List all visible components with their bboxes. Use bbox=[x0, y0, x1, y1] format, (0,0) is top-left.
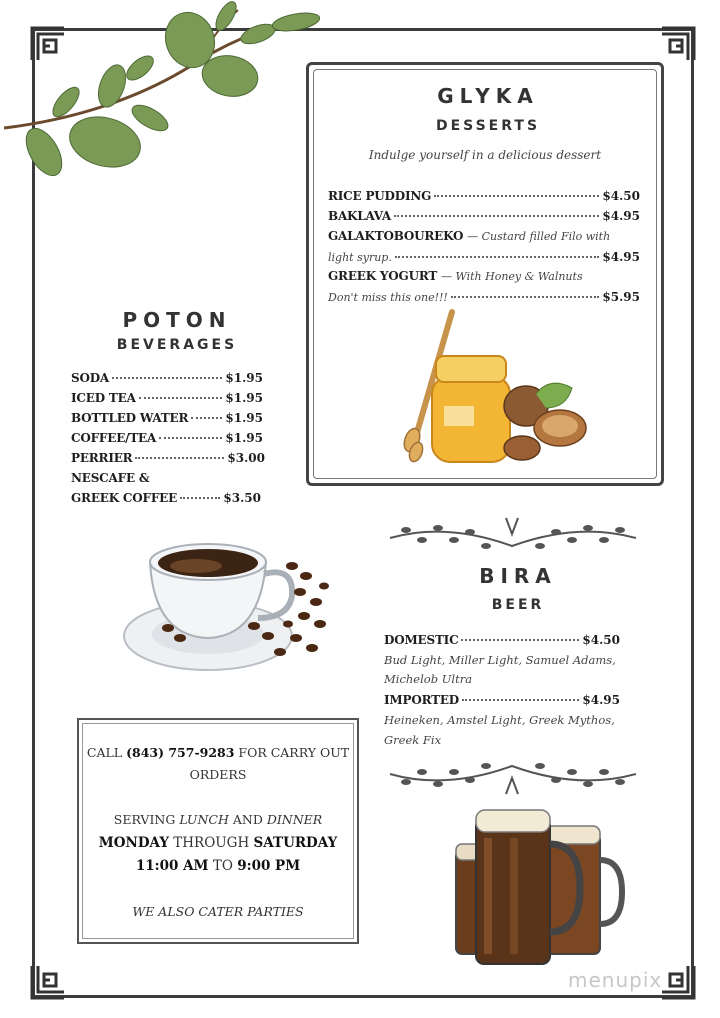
dessert-item bbox=[328, 189, 640, 203]
beer-description: Michelob Ultra bbox=[384, 672, 473, 686]
beverage-item bbox=[71, 371, 263, 385]
dessert-item-cont bbox=[328, 250, 640, 264]
corner-ornament-bottom-right bbox=[660, 964, 696, 1000]
dessert-name: GREEK YOGURT bbox=[328, 269, 438, 283]
dessert-item-cont bbox=[328, 290, 640, 304]
beverage-item bbox=[71, 411, 263, 425]
beverage-price: $1.95 bbox=[225, 371, 263, 385]
dessert-price: $5.95 bbox=[602, 290, 640, 304]
dessert-name: BAKLAVA bbox=[328, 209, 392, 223]
dessert-item bbox=[328, 229, 640, 243]
dessert-description: Don't miss this one!!! bbox=[328, 291, 448, 304]
coffee-cup-illustration bbox=[120, 526, 336, 676]
beverage-name: PERRIER bbox=[71, 451, 133, 465]
beverage-item bbox=[71, 431, 263, 445]
desserts-title: GLYKA bbox=[437, 84, 539, 108]
dessert-name: RICE PUDDING bbox=[328, 189, 432, 203]
desserts-intro: Indulge yourself in a delicious dessert bbox=[368, 148, 602, 162]
beverage-item bbox=[71, 491, 261, 505]
beverage-item bbox=[71, 471, 263, 485]
beverage-item bbox=[71, 391, 263, 405]
beer-description: Bud Light, Miller Light, Samuel Adams, bbox=[384, 653, 616, 667]
corner-ornament-bottom-left bbox=[30, 964, 66, 1000]
beverage-name: BOTTLED WATER bbox=[71, 411, 189, 425]
honey-jar-illustration bbox=[396, 306, 596, 476]
beer-title: BIRA bbox=[479, 564, 557, 588]
beverage-item bbox=[71, 451, 265, 465]
beer-description: Heineken, Amstel Light, Greek Mythos, bbox=[384, 713, 615, 727]
beverage-price: $3.50 bbox=[223, 491, 261, 505]
dessert-price: $4.95 bbox=[602, 209, 640, 223]
corner-ornament-top-right bbox=[660, 26, 696, 62]
watermark: menupix bbox=[568, 968, 663, 992]
beer-name: IMPORTED bbox=[384, 693, 460, 707]
beverages-title: POTON bbox=[122, 308, 232, 332]
beer-item bbox=[384, 693, 620, 707]
desserts-subtitle: DESSERTS bbox=[435, 118, 541, 134]
beverage-price: $1.95 bbox=[225, 431, 263, 445]
dessert-description: — With Honey & Walnuts bbox=[440, 270, 583, 283]
beer-price: $4.95 bbox=[582, 693, 620, 707]
beverage-name: COFFEE/TEA bbox=[71, 431, 157, 445]
dessert-price: $4.50 bbox=[602, 189, 640, 203]
beverage-price: $1.95 bbox=[225, 411, 263, 425]
beverages-subtitle: BEVERAGES bbox=[116, 337, 238, 353]
phone-number[interactable]: (843) 757-9283 bbox=[126, 745, 235, 760]
dessert-item bbox=[328, 269, 640, 283]
beverage-name: GREEK COFFEE bbox=[71, 491, 178, 505]
dessert-description: light syrup. bbox=[328, 251, 392, 264]
dessert-description: — Custard filled Filo with bbox=[467, 230, 611, 243]
serving-line: SERVING LUNCH AND DINNER bbox=[113, 812, 323, 827]
dessert-item bbox=[328, 209, 640, 223]
beer-item bbox=[384, 633, 620, 647]
beer-name: DOMESTIC bbox=[384, 633, 459, 647]
beer-mugs-illustration bbox=[450, 804, 626, 970]
days-line: MONDAY THROUGH SATURDAY bbox=[98, 835, 338, 851]
beer-description: Greek Fix bbox=[384, 733, 442, 747]
dessert-price: $4.95 bbox=[602, 250, 640, 264]
beer-subtitle: BEER bbox=[491, 597, 545, 613]
beverage-name: ICED TEA bbox=[71, 391, 136, 405]
beverage-price: $3.00 bbox=[227, 451, 265, 465]
beer-price: $4.50 bbox=[582, 633, 620, 647]
beverage-name: SODA bbox=[71, 371, 110, 385]
beverage-price: $1.95 bbox=[225, 391, 263, 405]
call-line: CALL (843) 757-9283 FOR CARRY OUT bbox=[86, 745, 350, 760]
beverage-name: NESCAFE & bbox=[71, 471, 150, 485]
olive-branch-illustration bbox=[0, 0, 330, 190]
call-line-2: ORDERS bbox=[189, 767, 247, 782]
cater-line: WE ALSO CATER PARTIES bbox=[132, 904, 304, 919]
vine-divider-top bbox=[386, 514, 640, 560]
dessert-name: GALAKTOBOUREKO bbox=[328, 229, 464, 243]
vine-divider-bottom bbox=[386, 752, 640, 798]
hours-line: 11:00 AM TO 9:00 PM bbox=[135, 858, 301, 874]
